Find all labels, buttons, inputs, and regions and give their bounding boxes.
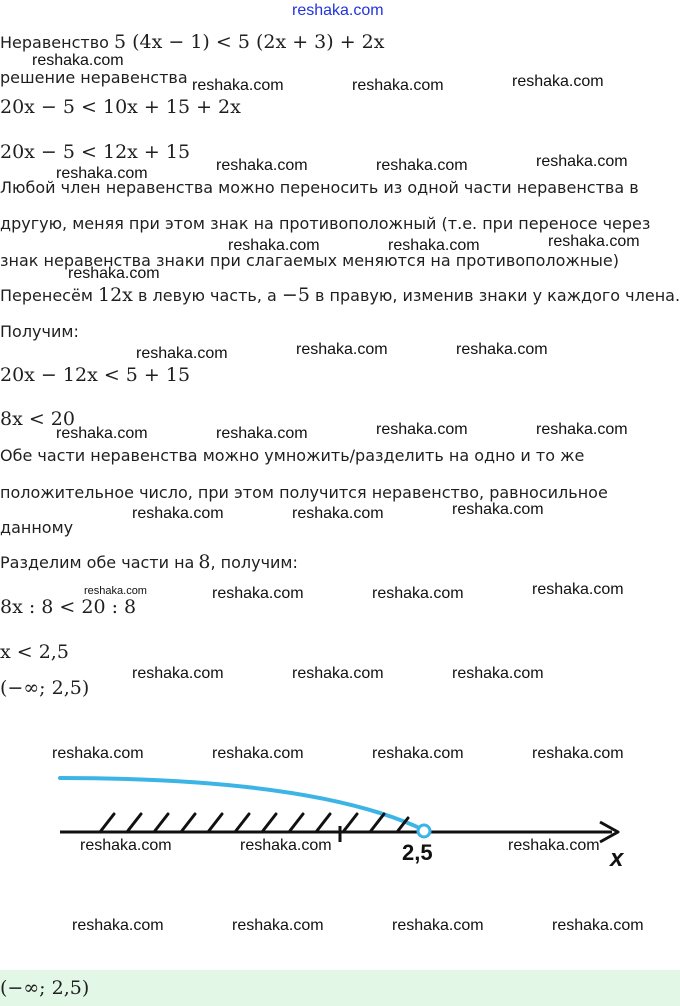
- rule2-line-2: положительное число, при этом получится неравенство, равносильное: [0, 483, 608, 502]
- watermark: reshaka.com: [292, 665, 384, 682]
- top-watermark[interactable]: reshaka.com: [292, 2, 384, 19]
- open-point: [418, 825, 430, 837]
- interval-result: (−∞; 2,5): [0, 677, 90, 699]
- watermark: reshaka.com: [240, 837, 332, 854]
- watermark: reshaka.com: [132, 665, 224, 682]
- hatch-marks: [100, 814, 408, 832]
- watermark: reshaka.com: [372, 585, 464, 602]
- rule-line-3: знак неравенства знаки при слагаемых меняются на противоположные): [0, 251, 619, 270]
- step-3: 20x − 12x < 5 + 15: [0, 364, 191, 386]
- step-2: 20x − 5 < 12x + 15: [0, 141, 191, 163]
- watermark: reshaka.com: [216, 157, 308, 174]
- watermark: reshaka.com: [32, 52, 124, 69]
- move-suffix: в правую, изменив знаки у каждого члена.: [315, 286, 680, 305]
- watermark: reshaka.com: [376, 157, 468, 174]
- move-middle: в левую часть, а: [137, 286, 277, 305]
- step-5: 8x : 8 < 20 : 8: [0, 596, 137, 618]
- watermark: reshaka.com: [56, 425, 148, 442]
- watermark: reshaka.com: [372, 745, 464, 762]
- watermark: reshaka.com: [376, 421, 468, 438]
- watermark: reshaka.com: [52, 745, 144, 762]
- watermark: reshaka.com: [536, 153, 628, 170]
- intro-expression: 5 (4x − 1) < 5 (2x + 3) + 2x: [114, 31, 385, 53]
- watermark: reshaka.com: [548, 233, 640, 250]
- step-1: 20x − 5 < 10x + 15 + 2x: [0, 96, 241, 118]
- watermark: reshaka.com: [392, 917, 484, 934]
- point-label: 2,5: [402, 840, 433, 865]
- watermark: reshaka.com: [68, 265, 160, 282]
- watermark: reshaka.com: [452, 665, 544, 682]
- watermark: reshaka.com: [216, 425, 308, 442]
- step-6: x < 2,5: [0, 641, 69, 663]
- rule-line-2: другую, меняя при этом знак на противоположный (т.е. при переносе через: [0, 214, 651, 233]
- move-term-1: 12x: [97, 284, 133, 306]
- watermark: reshaka.com: [192, 77, 284, 94]
- axis-label: x: [610, 845, 624, 872]
- watermark: reshaka.com: [212, 585, 304, 602]
- watermark: reshaka.com: [552, 917, 644, 934]
- watermark: reshaka.com: [72, 917, 164, 934]
- watermark: reshaka.com: [136, 345, 228, 362]
- answer-expression: (−∞; 2,5): [0, 977, 90, 999]
- watermark: reshaka.com: [352, 77, 444, 94]
- watermark: reshaka.com: [228, 237, 320, 254]
- watermark: reshaka.com: [532, 745, 624, 762]
- watermark: reshaka.com: [292, 505, 384, 522]
- intro-label: Неравенство: [0, 33, 109, 52]
- get-label: Получим:: [0, 322, 79, 341]
- watermark: reshaka.com: [232, 917, 324, 934]
- watermark: reshaka.com: [80, 837, 172, 854]
- rule2-line-3: данному: [0, 518, 74, 537]
- step-4: 8x < 20: [0, 408, 75, 430]
- watermark: reshaka.com: [132, 505, 224, 522]
- move-prefix: Перенесём: [0, 286, 93, 305]
- watermark: reshaka.com: [56, 165, 148, 182]
- divide-number: 8: [198, 551, 211, 573]
- answer-box: [0, 970, 680, 1006]
- move-term-2: −5: [281, 284, 310, 306]
- watermark: reshaka.com: [512, 73, 604, 90]
- watermark: reshaka.com: [508, 837, 600, 854]
- rule2-line-1: Обе части неравенства можно умножить/разделить на одно и то же: [0, 446, 585, 465]
- solution-label: решение неравенства: [0, 68, 188, 87]
- divide-suffix: , получим:: [210, 553, 298, 572]
- rule-line-1: Любой член неравенства можно переносить из одной части неравенства в: [0, 178, 639, 197]
- watermark: reshaka.com: [84, 585, 147, 597]
- watermark: reshaka.com: [456, 341, 548, 358]
- watermark: reshaka.com: [452, 501, 544, 518]
- watermark: reshaka.com: [536, 421, 628, 438]
- watermark: reshaka.com: [212, 745, 304, 762]
- watermark: reshaka.com: [532, 581, 624, 598]
- watermark: reshaka.com: [388, 237, 480, 254]
- watermark: reshaka.com: [296, 341, 388, 358]
- divide-prefix: Разделим обе части на: [0, 553, 195, 572]
